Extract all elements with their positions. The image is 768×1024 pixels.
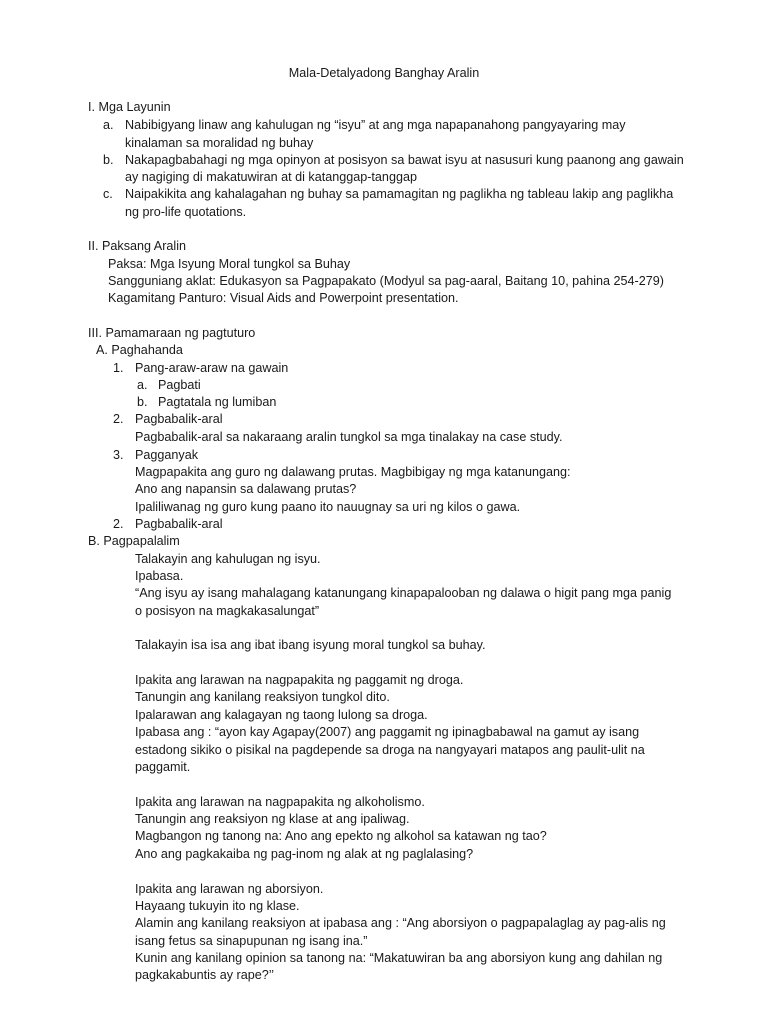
step-text: Pagbabalik-aral sa nakaraang aralin tungkol sa mga tinalakay na case study. — [135, 430, 563, 444]
body-line: isang fetus sa sinapupunan ng isang ina.” — [135, 934, 368, 948]
body-line: Tanungin ang kanilang reaksiyon tungkol dito. — [135, 690, 390, 704]
substep-marker: b. — [137, 395, 148, 409]
objective-marker: c. — [103, 187, 113, 201]
objective-text: ay nagiging di makatuwiran at di katanggap-tanggap — [125, 170, 417, 184]
step-label: Pagbabalik-aral — [135, 517, 223, 531]
substep-text: Pagbati — [158, 378, 201, 392]
body-line: Ipalarawan ang kalagayan ng taong lulong sa droga. — [135, 708, 428, 722]
body-line: paggamit. — [135, 760, 191, 774]
step-marker: 2. — [113, 412, 124, 426]
materials-line: Kagamitang Panturo: Visual Aids and Powerpoint presentation. — [108, 291, 459, 305]
body-line: pagkakabuntis ay rape?’’ — [135, 968, 275, 982]
section-heading-layunin: I. Mga Layunin — [88, 100, 171, 114]
section-heading-pamamaraan: III. Pamamaraan ng pagtuturo — [88, 326, 256, 340]
body-line: Ano ang pagkakaiba ng pag-inom ng alak at ng paglalasing? — [135, 847, 474, 861]
step-text: Magpapakita ang guro ng dalawang prutas. Magbibigay ng mga katanungang: — [135, 465, 571, 479]
objective-text: Nakapagbabahagi ng mga opinyon at posisyon sa bawat isyu at nasusuri kung paanong ang gawain — [125, 153, 684, 167]
step-text: Ano ang napansin sa dalawang prutas? — [135, 482, 357, 496]
paksa-line: Paksa: Mga Isyung Moral tungkol sa Buhay — [108, 257, 351, 271]
quote-line: “Ang isyu ay isang mahalagang katanungang kinapapalooban ng dalawa o higit pang mga panig — [135, 586, 672, 600]
step-label: Pagbabalik-aral — [135, 412, 223, 426]
part-b-heading: B. Pagpapalalim — [88, 534, 180, 548]
step-label: Pang-araw-araw na gawain — [135, 361, 289, 375]
objective-marker: a. — [103, 118, 114, 132]
body-line: Talakayin isa isa ang ibat ibang isyung moral tungkol sa buhay. — [135, 638, 486, 652]
body-line: Hayaang tukuyin ito ng klase. — [135, 899, 300, 913]
body-line: Magbangon ng tanong na: Ano ang epekto ng alkohol sa katawan ng tao? — [135, 829, 547, 843]
substep-marker: a. — [137, 378, 148, 392]
body-line: Alamin ang kanilang reaksiyon at ipabasa ang : “Ang aborsiyon o pagpapalaglag ay pag-alis ng — [135, 916, 666, 930]
part-a-heading: A. Paghahanda — [96, 343, 183, 357]
body-line: Tanungin ang reaksiyon ng klase at ang ipaliwag. — [135, 812, 410, 826]
body-line: Ipabasa ang : “ayon kay Agapay(2007) ang paggamit ng ipinagbabawal na gamut ay isang — [135, 725, 640, 739]
reference-line: Sangguniang aklat: Edukasyon sa Pagpapakato (Modyul sa pag-aaral, Baitang 10, pahina 254-279) — [108, 274, 664, 288]
step-label: Pagganyak — [135, 448, 199, 462]
section-heading-paksang-aralin: II. Paksang Aralin — [88, 239, 187, 253]
step-marker: 1. — [113, 361, 124, 375]
objective-marker: b. — [103, 153, 114, 167]
body-line: Ipakita ang larawan na nagpapakita ng alkoholismo. — [135, 795, 425, 809]
body-line: estadong sikiko o pisikal na pagdepende sa droga na nangyayari matapos ang paulit-ulit na — [135, 743, 645, 757]
quote-line: o posisyon na magkakasalungat” — [135, 604, 320, 618]
body-line: Ipabasa. — [135, 569, 184, 583]
objective-text: Naipakikita ang kahalagahan ng buhay sa pamamagitan ng paglikha ng tableau lakip ang paglikha — [125, 187, 674, 201]
body-line: Kunin ang kanilang opinion sa tanong na: “Makatuwiran ba ang aborsiyon kung ang dahilan ng — [135, 951, 663, 965]
body-line: Ipakita ang larawan na nagpapakita ng paggamit ng droga. — [135, 673, 464, 687]
substep-text: Pagtatala ng lumiban — [158, 395, 277, 409]
document-title: Mala-Detalyadong Banghay Aralin — [288, 66, 480, 80]
objective-text: kinalaman sa moralidad ng buhay — [125, 136, 314, 150]
body-line: Talakayin ang kahulugan ng isyu. — [135, 552, 321, 566]
body-line: Ipakita ang larawan ng aborsiyon. — [135, 882, 324, 896]
step-marker: 3. — [113, 448, 124, 462]
objective-text: Nabibigyang linaw ang kahulugan ng “isyu” at ang mga napapanahong pangyayaring may — [125, 118, 626, 132]
step-marker: 2. — [113, 517, 124, 531]
step-text: Ipaliliwanag ng guro kung paano ito nauugnay sa uri ng kilos o gawa. — [135, 500, 521, 514]
objective-text: ng pro-life quotations. — [125, 205, 247, 219]
